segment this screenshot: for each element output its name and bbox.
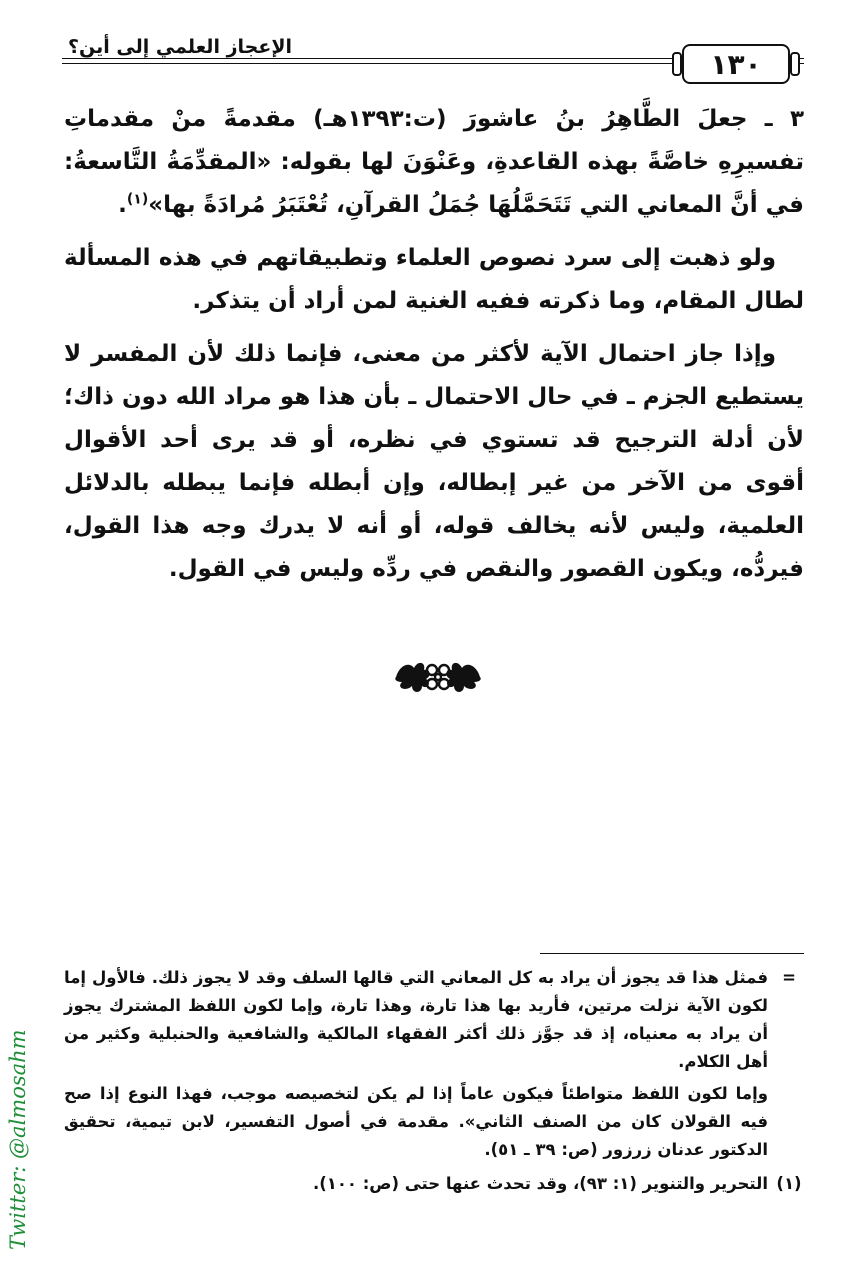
running-title: الإعجاز العلمي إلى أين؟	[62, 36, 304, 58]
page-number: ١٣٠	[682, 44, 790, 84]
footnote-paragraph: وإما لكون اللفظ متواطئاً فيكون عاماً إذا لم يكن لتخصيصه موجب، فهذا النوع إذا صح فيه القولان كان من الصنف الثاني». مقدمة في أصول التفسير، لابن تيمية، تحقيق الدكتور عدنان زرزور (ص: ٣٩ ـ ٥١).	[64, 1084, 768, 1159]
paragraph-text: ٣ ـ جعلَ الطَّاهِرُ بنُ عاشورَ (ت:١٣٩٣هـ) مقدمةً منْ مقدماتِ تفسيرِهِ خاصَّةً بهذه القاعدةِ، وعَنْوَنَ لها بقوله: «المقدِّمَةُ التَّاسعةُ: في أنَّ المعاني التي تَتَحَمَّلُهَا جُمَلُ القرآنِ، تُعْتَبَرُ مُرادَةً بها»	[64, 106, 804, 218]
footnote-1	[64, 1170, 804, 1198]
footnotes	[64, 964, 804, 1204]
footnote-continuation	[64, 964, 804, 1164]
footnote-text: التحرير والتنوير (١: ٩٣)، وقد تحدث عنها حتى (ص: ١٠٠).	[312, 1174, 768, 1193]
footnote-marker: (١)	[776, 1174, 802, 1193]
paragraph: وإذا جاز احتمال الآية لأكثر من معنى، فإنما ذلك لأن المفسر لا يستطيع الجزم ـ في حال الاحتمال ـ بأن هذا هو مراد الله دون ذاك؛ لأن أدلة الترجيح قد تستوي في نظره، أو قد يرى أحد الأقوال أقوى من الآخر من غير إبطاله، وإن أبطله فإنما يبطله بالدلائل العلمية، وليس لأنه يخالف قوله، أو أنه لا يدرك وجه هذا القول، فيردُّه، ويكون القصور والنقص في ردِّه وليس في القول.	[64, 341, 804, 582]
footnote-separator	[540, 953, 804, 954]
running-header	[62, 28, 804, 86]
paragraph: ولو ذهبت إلى سرد نصوص العلماء وتطبيقاتهم في هذه المسألة لطال المقام، وما ذكرته ففيه الغنية لمن أراد أن يتذكر.	[64, 245, 804, 314]
footnote-reference: (١)	[126, 191, 149, 208]
continuation-marker: =	[782, 968, 796, 987]
main-text	[64, 98, 804, 601]
paragraph	[64, 98, 804, 227]
footnote-paragraph: فمثل هذا قد يجوز أن يراد به كل المعاني التي قالها السلف وقد لا يجوز ذلك. فالأول إما لكون الآية نزلت مرتين، فأريد بها هذا تارة، وهذا تارة، وإما لكون اللفظ المشترك يجوز أن يراد به معنياه، إذ قد جوَّز ذلك أكثر الفقهاء المالكية والشافعية والحنبلية وكثير من أهل الكلام.	[64, 968, 768, 1071]
floral-ornament-icon	[392, 654, 484, 700]
side-credit: Twitter: @almosahm	[6, 1029, 30, 1250]
paragraph-end: .	[118, 192, 127, 218]
